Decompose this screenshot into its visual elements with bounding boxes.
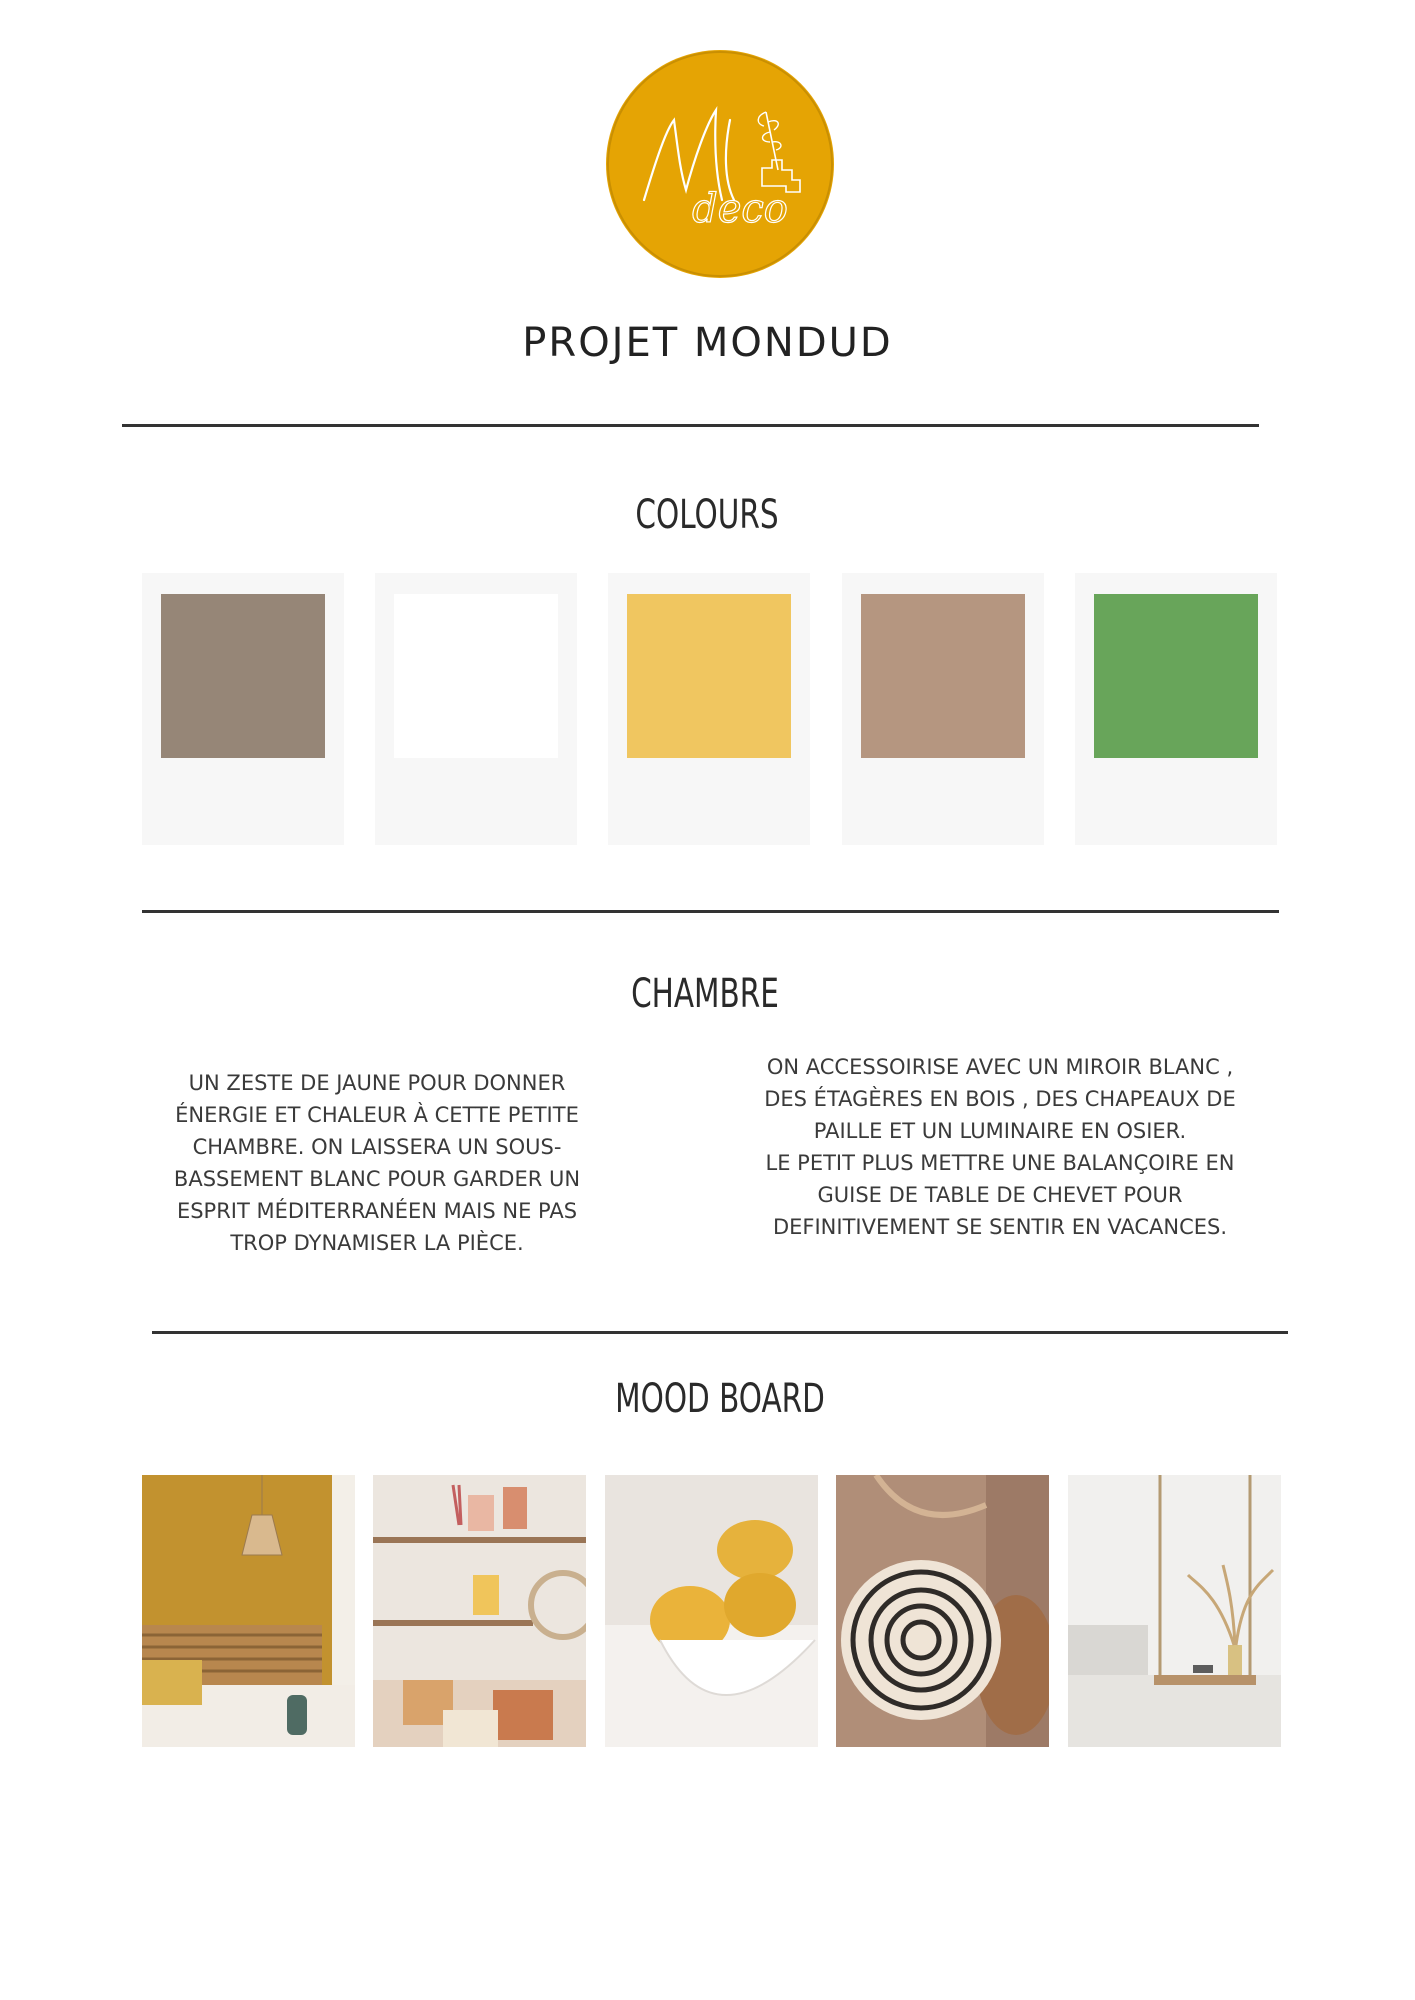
mood-board-title: MOOD BOARD [615, 1376, 825, 1422]
colour-swatch-card [375, 573, 577, 845]
chambre-left-text: UN ZESTE DE JAUNE POUR DONNER ÉNERGIE ET CHALEUR À CETTE PETITE CHAMBRE. ON LAISSERA UN SOUS- BASSEMENT BLANC POUR GARDER UN ESPRIT MÉDITERRANÉEN MAIS NE PAS TROP DYNAMISER LA PIÈCE. [173, 1071, 581, 1255]
colour-swatch [161, 594, 325, 758]
straw-hats-photo [836, 1475, 1049, 1747]
divider-3 [152, 1331, 1288, 1334]
colour-swatch [394, 594, 558, 758]
shelves-corner-photo [373, 1475, 586, 1747]
yellow-bedroom-photo [142, 1475, 355, 1747]
brand-logo [606, 50, 834, 278]
colour-swatch-card [1075, 573, 1277, 845]
colour-swatch-card [608, 573, 810, 845]
colour-swatch-card [142, 573, 344, 845]
divider-2 [142, 910, 1279, 913]
chambre-title: CHAMBRE [631, 971, 779, 1017]
project-title: PROJET MONDUD [522, 320, 893, 366]
swing-shelf-photo [1068, 1475, 1281, 1747]
colours-title: COLOURS [635, 492, 779, 538]
colour-swatch-card [842, 573, 1044, 845]
lemons-bowl-photo [605, 1475, 818, 1747]
logo-mark-icon [606, 50, 834, 278]
divider-1 [122, 424, 1259, 427]
svg-text:deco: deco [692, 186, 788, 232]
colour-swatch [627, 594, 791, 758]
colour-swatch [1094, 594, 1258, 758]
chambre-right-text: ON ACCESSOIRISE AVEC UN MIROIR BLANC , DES ÉTAGÈRES EN BOIS , DES CHAPEAUX DE PAILLE ET UN LUMINAIRE EN OSIER. LE PETIT PLUS METTRE UNE BALANÇOIRE EN GUISE DE TABLE DE CHEVET POUR DEFINITIVEMENT SE SENTIR EN VACANCES. [764, 1055, 1236, 1239]
colour-swatch [861, 594, 1025, 758]
